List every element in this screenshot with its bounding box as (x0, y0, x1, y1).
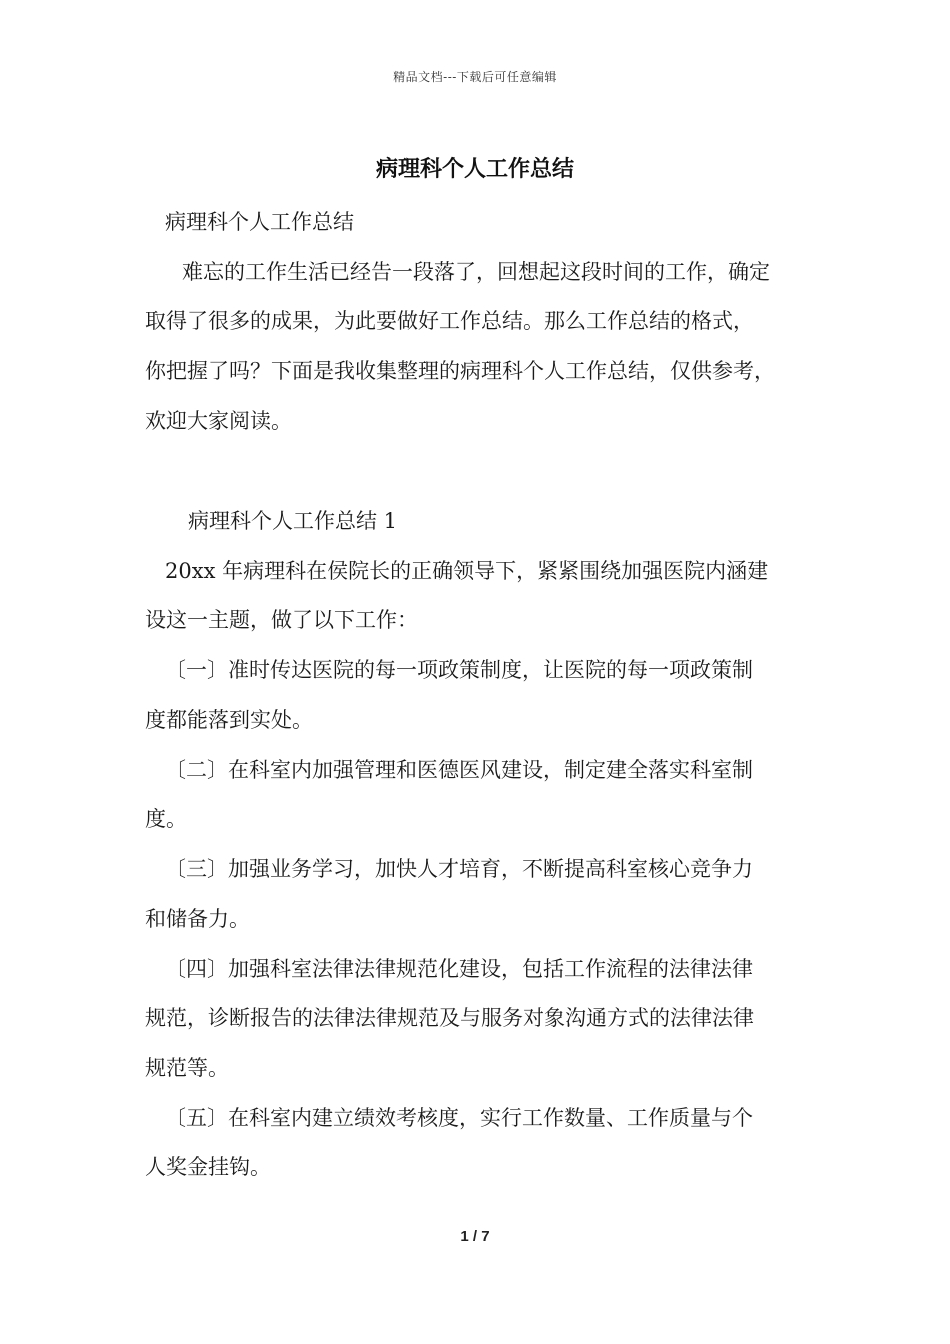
intro-line: 取得了很多的成果，为此要做好工作总结。那么工作总结的格式， (145, 309, 754, 333)
document-subtitle: 病理科个人工作总结 (165, 210, 354, 234)
intro-line: 欢迎大家阅读。 (145, 409, 292, 433)
body-line: 〔五〕在科室内建立绩效考核度，实行工作数量、工作质量与个 (165, 1106, 753, 1130)
body-line: 〔四〕加强科室法律法律规范化建设，包括工作流程的法律法律 (165, 957, 753, 981)
document-title: 病理科个人工作总结 (375, 156, 574, 182)
page-number: 1 / 7 (460, 1228, 490, 1245)
body-line: 〔三〕加强业务学习，加快人才培育，不断提高科室核心竞争力 (165, 857, 753, 881)
body-line: 规范等。 (145, 1056, 229, 1080)
body-line: 设这一主题，做了以下工作： (145, 608, 418, 632)
section-heading: 病理科个人工作总结 1 (188, 509, 398, 533)
body-line: 和储备力。 (145, 907, 250, 931)
body-line: 度。 (145, 807, 187, 831)
body-line: 〔二〕在科室内加强管理和医德医风建设，制定建全落实科室制 (165, 758, 753, 782)
body-line: 20xx 年病理科在侯院长的正确领导下，紧紧围绕加强医院内涵建 (165, 559, 769, 583)
intro-line: 难忘的工作生活已经告一段落了，回想起这段时间的工作，确定 (182, 260, 770, 284)
page-header: 精品文档---下载后可任意编辑 (393, 70, 557, 84)
body-line: 人奖金挂钩。 (145, 1155, 271, 1179)
body-line: 〔一〕准时传达医院的每一项政策制度，让医院的每一项政策制 (165, 658, 753, 682)
intro-line: 你把握了吗？下面是我收集整理的病理科个人工作总结，仅供参考， (145, 359, 775, 383)
body-line: 规范，诊断报告的法律法律规范及与服务对象沟通方式的法律法律 (145, 1006, 754, 1030)
body-line: 度都能落到实处。 (145, 708, 313, 732)
